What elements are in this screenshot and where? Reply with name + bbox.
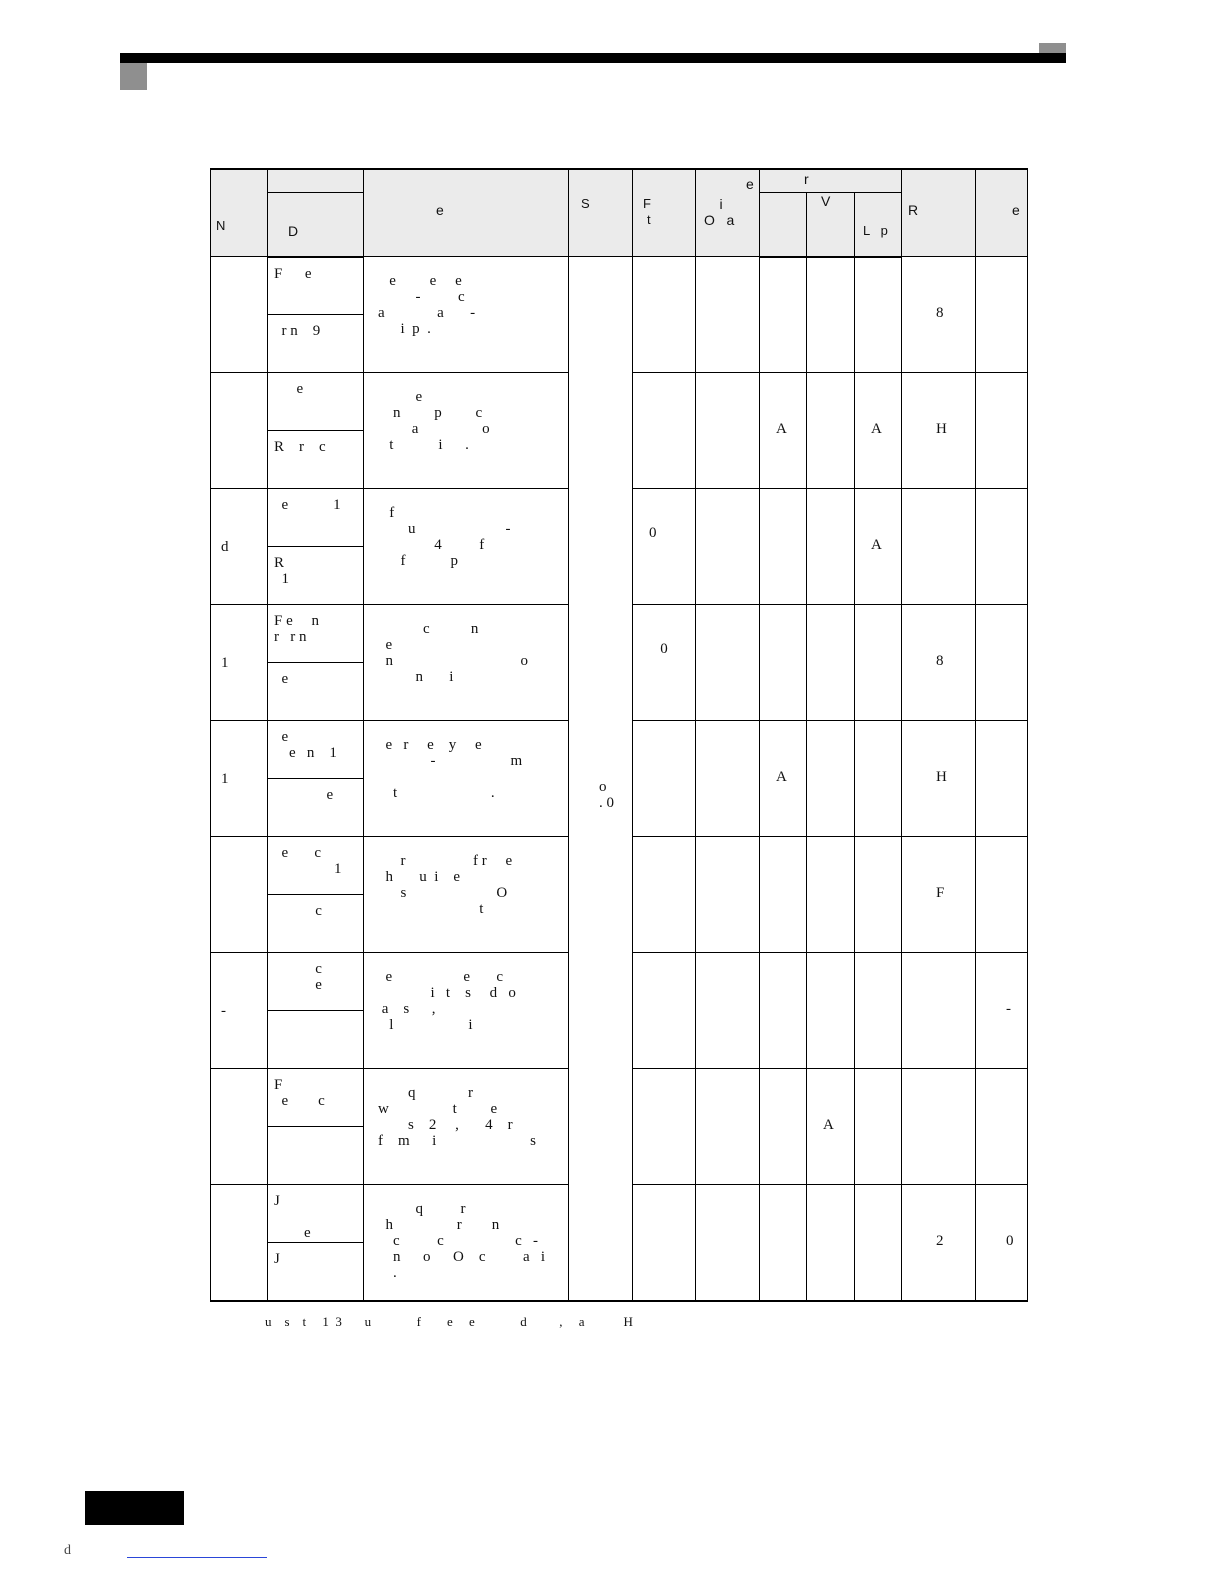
cell-c3-text: A xyxy=(871,421,882,437)
cell-no xyxy=(211,1185,268,1301)
cell-r xyxy=(902,605,976,721)
cell-name-top-text: J e xyxy=(274,1193,311,1241)
cell-r xyxy=(902,721,976,837)
header-f: F t xyxy=(633,169,696,257)
cell-f xyxy=(633,605,696,721)
cell-c3 xyxy=(855,489,902,605)
cell-change xyxy=(696,373,760,489)
header-c1 xyxy=(760,193,807,257)
cell-name-bottom xyxy=(268,315,364,373)
header-lp: L p xyxy=(855,193,902,257)
parameter-table xyxy=(210,168,1028,1302)
cell-no-text: d xyxy=(221,539,229,555)
cell-name-top xyxy=(268,1185,364,1243)
cell-e xyxy=(976,373,1028,489)
cell-c2 xyxy=(807,489,855,605)
cell-description-text: f u - 4 f f p xyxy=(389,505,511,569)
cell-no xyxy=(211,721,268,837)
cell-c3 xyxy=(855,1069,902,1185)
header-description: e xyxy=(364,169,569,257)
cell-f xyxy=(633,837,696,953)
cell-c1 xyxy=(760,257,807,373)
cell-description xyxy=(364,837,569,953)
header-no: N xyxy=(211,169,268,257)
cell-description-text: q r w t e s 2 , 4 r f m i s xyxy=(378,1085,536,1149)
cell-name-top-text: e xyxy=(274,381,304,397)
cell-name-bottom-text: c xyxy=(274,903,322,919)
cell-name-bottom-text: r n 9 xyxy=(274,323,321,339)
cell-change xyxy=(696,953,760,1069)
cell-name-bottom xyxy=(268,431,364,489)
cell-c3 xyxy=(855,721,902,837)
cell-f-text: 0 xyxy=(649,641,668,657)
cell-description-text: e n p c a o t i . xyxy=(389,389,490,453)
cell-c2 xyxy=(807,1185,855,1301)
cell-e xyxy=(976,721,1028,837)
cell-no xyxy=(211,837,268,953)
cell-r-text: 8 xyxy=(936,305,944,321)
cell-name-top xyxy=(268,489,364,547)
cell-change xyxy=(696,605,760,721)
cell-e-text: - xyxy=(1006,1001,1011,1017)
cell-e xyxy=(976,1185,1028,1301)
header-name-bottom: D xyxy=(268,193,364,257)
footer-link[interactable] xyxy=(127,1557,267,1558)
footer-text: d xyxy=(64,1543,71,1558)
cell-c2 xyxy=(807,837,855,953)
cell-c2-text: A xyxy=(823,1117,834,1133)
cell-r-text: 8 xyxy=(936,653,944,669)
cell-f xyxy=(633,489,696,605)
cell-c1 xyxy=(760,953,807,1069)
cell-r-text: H xyxy=(936,421,947,437)
cell-no xyxy=(211,257,268,373)
cell-change xyxy=(696,837,760,953)
cell-name-bottom xyxy=(268,779,364,837)
cell-name-top-text: F e c xyxy=(274,1077,325,1109)
cell-r-text: 2 xyxy=(936,1233,944,1249)
cell-no xyxy=(211,605,268,721)
cell-no-text: 1 xyxy=(221,771,229,787)
cell-e xyxy=(976,1069,1028,1185)
cell-name-bottom xyxy=(268,1011,364,1069)
cell-description xyxy=(364,257,569,373)
cell-name-bottom-text: e xyxy=(274,787,334,803)
header-tab-marker xyxy=(1039,43,1066,53)
cell-c1 xyxy=(760,1069,807,1185)
cell-c1 xyxy=(760,605,807,721)
cell-f xyxy=(633,1185,696,1301)
cell-name-bottom xyxy=(268,663,364,721)
cell-name-bottom xyxy=(268,895,364,953)
cell-e xyxy=(976,953,1028,1069)
cell-c1 xyxy=(760,373,807,489)
cell-description-text: q r h r n c c c - n o O c a i . xyxy=(385,1201,546,1281)
cell-c1 xyxy=(760,489,807,605)
cell-name-bottom xyxy=(268,547,364,605)
cell-c2 xyxy=(807,373,855,489)
cell-name-top-text: F e n r r n xyxy=(274,613,319,645)
cell-c1 xyxy=(760,1185,807,1301)
cell-change xyxy=(696,1185,760,1301)
page-number-box xyxy=(85,1491,184,1525)
header-name-top xyxy=(268,169,364,193)
cell-e-text: 0 xyxy=(1006,1233,1014,1249)
cell-c3 xyxy=(855,1185,902,1301)
cell-c2 xyxy=(807,605,855,721)
cell-r xyxy=(902,837,976,953)
cell-no xyxy=(211,373,268,489)
cell-r xyxy=(902,1185,976,1301)
cell-c3 xyxy=(855,373,902,489)
cell-name-bottom xyxy=(268,1243,364,1301)
cell-name-top xyxy=(268,605,364,663)
cell-f xyxy=(633,953,696,1069)
cell-s-merged-text: o . 0 xyxy=(599,779,614,811)
cell-description xyxy=(364,489,569,605)
cell-r-text: H xyxy=(936,769,947,785)
cell-no-text: - xyxy=(221,1003,226,1019)
cell-c1 xyxy=(760,721,807,837)
cell-e xyxy=(976,837,1028,953)
cell-description-text: r f r e h u i e s O t xyxy=(385,853,513,917)
cell-r xyxy=(902,257,976,373)
cell-f xyxy=(633,373,696,489)
cell-r xyxy=(902,373,976,489)
cell-no xyxy=(211,1069,268,1185)
cell-name-top-text: F e xyxy=(274,265,312,282)
cell-no-text: 1 xyxy=(221,655,229,671)
cell-c2 xyxy=(807,721,855,837)
cell-description xyxy=(364,953,569,1069)
header-control-group: r xyxy=(760,169,902,193)
cell-no xyxy=(211,953,268,1069)
cell-c1-text: A xyxy=(776,421,787,437)
cell-c1 xyxy=(760,837,807,953)
cell-description xyxy=(364,605,569,721)
cell-c2 xyxy=(807,953,855,1069)
cell-change xyxy=(696,489,760,605)
cell-e xyxy=(976,605,1028,721)
cell-name-bottom-text: R r c xyxy=(274,439,326,455)
cell-e xyxy=(976,489,1028,605)
cell-no xyxy=(211,489,268,605)
cell-name-bottom-text: R 1 xyxy=(274,555,289,587)
cell-c2 xyxy=(807,257,855,373)
table-row xyxy=(211,257,1028,315)
header-e: e xyxy=(976,169,1028,257)
cell-description-text: e e e - c a a - i p . xyxy=(378,273,476,337)
cell-description-text: e e c i t s d o a s , l i xyxy=(381,969,516,1033)
cell-c3 xyxy=(855,837,902,953)
header-s: S xyxy=(569,169,633,257)
cell-name-top xyxy=(268,373,364,431)
cell-f xyxy=(633,257,696,373)
cell-description xyxy=(364,1069,569,1185)
cell-name-top xyxy=(268,721,364,779)
cell-r xyxy=(902,1069,976,1185)
cell-s-merged xyxy=(569,257,633,1301)
header-r: R xyxy=(902,169,976,257)
cell-name-top xyxy=(268,257,364,315)
cell-c3 xyxy=(855,953,902,1069)
cell-change xyxy=(696,257,760,373)
cell-description xyxy=(364,1185,569,1301)
header-rule xyxy=(120,53,1066,63)
cell-name-bottom xyxy=(268,1127,364,1185)
cell-c3 xyxy=(855,605,902,721)
cell-r xyxy=(902,489,976,605)
cell-name-top xyxy=(268,1069,364,1127)
cell-name-bottom-text: J xyxy=(274,1251,280,1267)
cell-f-text: 0 xyxy=(649,525,657,541)
cell-name-top-text: e c 1 xyxy=(281,845,342,877)
cell-description xyxy=(364,373,569,489)
chapter-marker xyxy=(120,63,147,90)
cell-name-top-text: c e xyxy=(315,961,322,993)
cell-description xyxy=(364,721,569,837)
cell-c2 xyxy=(807,1069,855,1185)
cell-name-bottom-text: e xyxy=(274,671,289,687)
cell-f xyxy=(633,721,696,837)
cell-r-text: F xyxy=(936,885,945,901)
cell-description-text: e r e y e - m t . xyxy=(385,737,523,801)
cell-change xyxy=(696,1069,760,1185)
table-footnote: u s t 1 3 u f e e d , a H xyxy=(265,1314,633,1329)
cell-name-top-text: e 1 xyxy=(274,497,341,513)
cell-name-top-text: e e n 1 xyxy=(281,729,337,761)
cell-r xyxy=(902,953,976,1069)
cell-description-text: c n e n o n i xyxy=(385,621,528,685)
cell-c1-text: A xyxy=(776,769,787,785)
cell-name-top xyxy=(268,953,364,1011)
header-change: e i O a xyxy=(696,169,760,257)
cell-f xyxy=(633,1069,696,1185)
header-v: V xyxy=(807,193,855,257)
cell-e xyxy=(976,257,1028,373)
cell-c3-text: A xyxy=(871,537,882,553)
cell-c3 xyxy=(855,257,902,373)
cell-name-top xyxy=(268,837,364,895)
cell-change xyxy=(696,721,760,837)
